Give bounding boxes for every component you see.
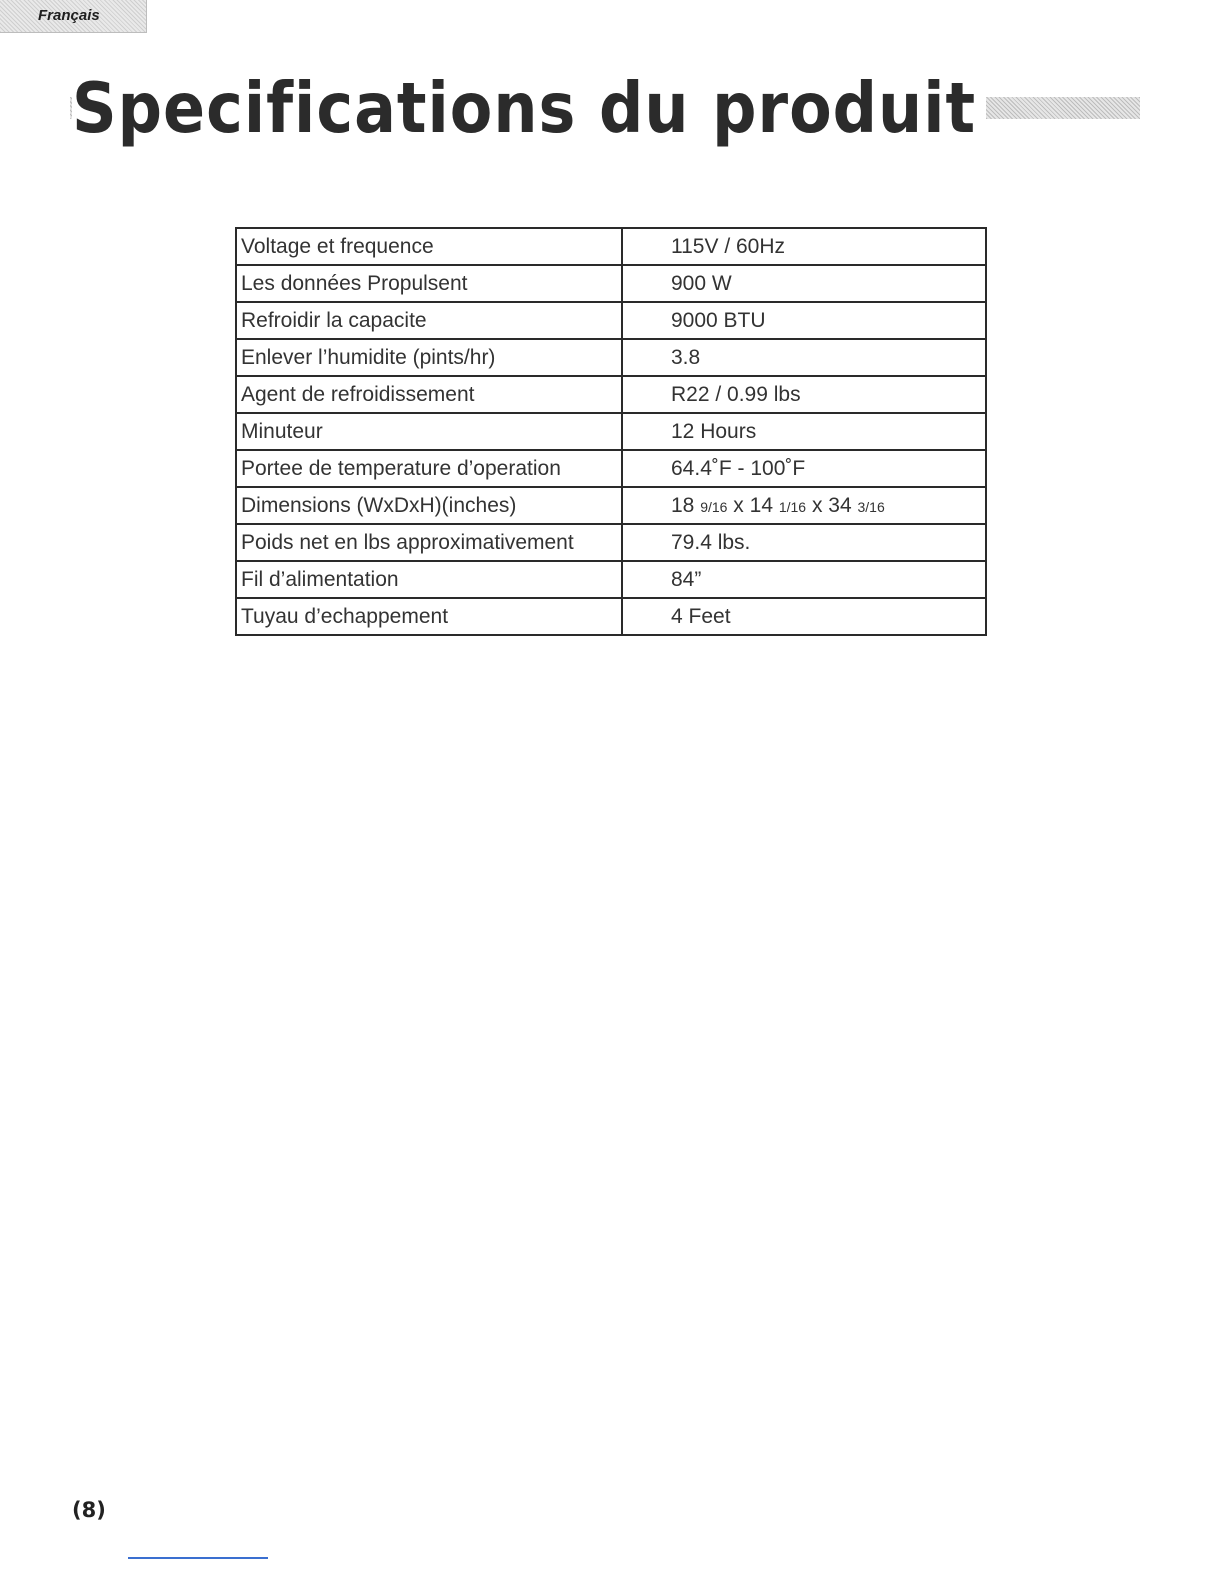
dimension-separator: x bbox=[733, 493, 744, 517]
table-row bbox=[236, 339, 986, 376]
dimension-depth-fraction: 1/16 bbox=[778, 498, 807, 515]
table-row bbox=[236, 265, 986, 302]
dimension-depth: 14 bbox=[749, 493, 773, 517]
table-row bbox=[236, 524, 986, 561]
spec-value: 3.8 bbox=[622, 339, 986, 376]
spec-label: Tuyau d’echappement bbox=[236, 598, 622, 635]
table-row bbox=[236, 376, 986, 413]
spec-label: Voltage et frequence bbox=[236, 228, 622, 265]
spec-label: Portee de temperature d’operation bbox=[236, 450, 622, 487]
spec-value: 84” bbox=[622, 561, 986, 598]
table-row bbox=[236, 561, 986, 598]
dimension-height: 34 bbox=[828, 493, 852, 517]
spec-value: 115V / 60Hz bbox=[622, 228, 986, 265]
spec-label: Agent de refroidissement bbox=[236, 376, 622, 413]
spec-label: Poids net en lbs approximativement bbox=[236, 524, 622, 561]
table-row bbox=[236, 413, 986, 450]
dimension-width-fraction: 9/16 bbox=[700, 498, 728, 515]
page-number: (8) bbox=[72, 1498, 106, 1522]
spec-value: 79.4 lbs. bbox=[622, 524, 986, 561]
spec-label: Les données Propulsent bbox=[236, 265, 622, 302]
table-row bbox=[236, 450, 986, 487]
spec-value: 900 W bbox=[622, 265, 986, 302]
table-row bbox=[236, 228, 986, 265]
dimension-width: 18 bbox=[671, 493, 695, 517]
spec-value: R22 / 0.99 lbs bbox=[622, 376, 986, 413]
language-tab-label: Français bbox=[38, 7, 100, 24]
table-row bbox=[236, 302, 986, 339]
page-title: Specifications du produit bbox=[72, 68, 986, 148]
spec-value-dimensions bbox=[622, 487, 986, 524]
specifications-table bbox=[235, 227, 987, 636]
dimension-separator: x bbox=[811, 493, 823, 517]
language-tab bbox=[0, 0, 147, 33]
spec-label: Enlever l’humidite (pints/hr) bbox=[236, 339, 622, 376]
footer-divider bbox=[128, 1557, 268, 1559]
dimension-height-fraction: 3/16 bbox=[857, 498, 885, 515]
spec-value: 12 Hours bbox=[622, 413, 986, 450]
spec-label: Minuteur bbox=[236, 413, 622, 450]
spec-label: Fil d’alimentation bbox=[236, 561, 622, 598]
spec-value: 64.4˚F - 100˚F bbox=[622, 450, 986, 487]
spec-label: Dimensions (WxDxH)(inches) bbox=[236, 487, 622, 524]
spec-value: 4 Feet bbox=[622, 598, 986, 635]
table-row bbox=[236, 487, 986, 524]
table-row bbox=[236, 598, 986, 635]
spec-label: Refroidir la capacite bbox=[236, 302, 622, 339]
spec-value: 9000 BTU bbox=[622, 302, 986, 339]
